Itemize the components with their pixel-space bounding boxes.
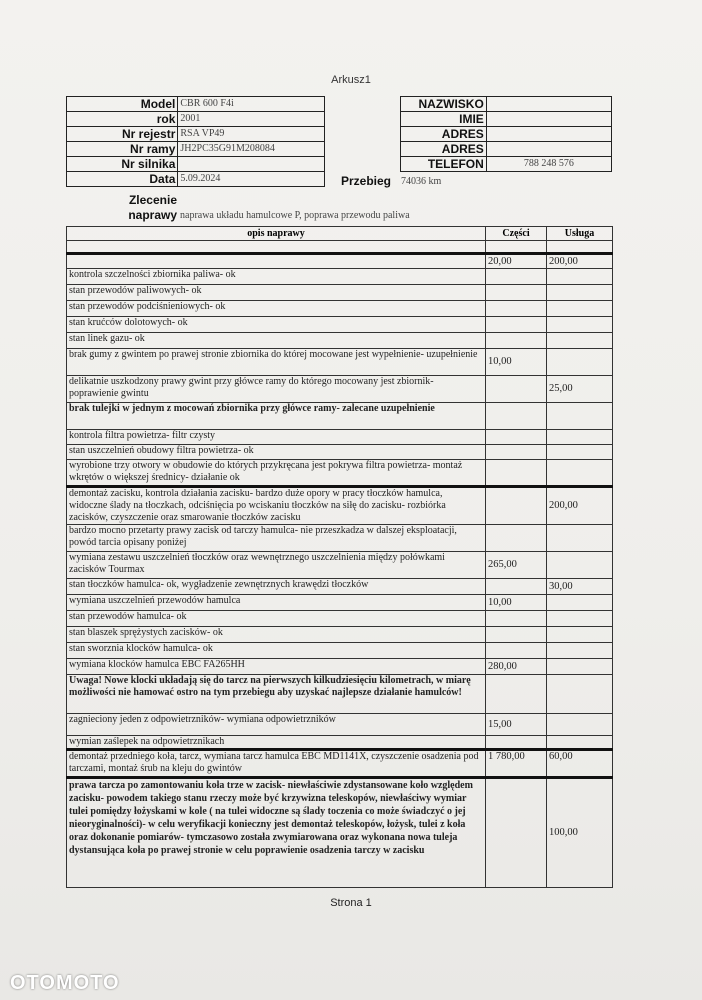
repair-table (66, 226, 613, 888)
row-service (547, 301, 613, 317)
row-service (547, 317, 613, 333)
row-service (547, 552, 613, 579)
sheet-title: Arkusz1 (331, 74, 371, 86)
client-row (401, 157, 612, 172)
row-desc: kontrola szczelności zbiornika paliwa- ok (67, 269, 486, 285)
vehicle-value: RSA VP49 (178, 127, 325, 142)
vehicle-value: CBR 600 F4i (178, 97, 325, 112)
vehicle-row (67, 127, 325, 142)
client-value (486, 127, 611, 142)
row-desc: stan linek gazu- ok (67, 333, 486, 349)
row-service (547, 643, 613, 659)
row-service (547, 675, 613, 714)
table-row (67, 333, 613, 349)
row-parts: 1 780,00 (486, 750, 547, 778)
row-parts (486, 627, 547, 643)
vehicle-label: rok (67, 112, 178, 127)
page-footer: Strona 1 (330, 897, 372, 909)
row-desc: brak tulejki w jednym z mocowań zbiornika przy główce ramy- zalecane uzupełnienie (67, 403, 486, 430)
order-label-line1: Zlecenie (128, 193, 177, 207)
row-service (547, 333, 613, 349)
table-row (67, 778, 613, 888)
mileage-value: 74036 km (401, 176, 442, 187)
table-row (67, 254, 613, 269)
row-service (547, 627, 613, 643)
row-parts (486, 445, 547, 460)
vehicle-row (67, 97, 325, 112)
client-value (486, 112, 611, 127)
spacer-cell (547, 241, 613, 254)
table-header-row (67, 227, 613, 241)
table-row (67, 579, 613, 595)
row-service (547, 349, 613, 376)
row-parts: 265,00 (486, 552, 547, 579)
table-row (67, 430, 613, 445)
row-service: 200,00 (547, 254, 613, 269)
vehicle-label: Model (67, 97, 178, 112)
vehicle-label: Nr silnika (67, 157, 178, 172)
row-service (547, 403, 613, 430)
table-row (67, 611, 613, 627)
row-parts (486, 460, 547, 487)
client-label: TELEFON (401, 157, 487, 172)
row-service (547, 445, 613, 460)
spacer-cell (67, 241, 486, 254)
table-row (67, 525, 613, 552)
row-desc: demontaż zacisku, kontrola działania zacisku- bardzo duże opory w pracy tłoczków hamulca, widoczne ślady na tłoczkach, odciśnięcia po wciskaniu tłoczków na siłę do zacisku- rozbiórka zacisków, czyszczenie oraz smarowanie tłoczków zacisku (67, 487, 486, 525)
vehicle-row (67, 112, 325, 127)
row-parts (486, 487, 547, 525)
watermark-logo: OTOMOTO (10, 972, 120, 994)
row-desc: stan przewodów paliwowych- ok (67, 285, 486, 301)
column-header-parts: Części (486, 227, 547, 241)
row-desc: zagnieciony jeden z odpowietrzników- wymiana odpowietrzników (67, 714, 486, 736)
row-desc: demontaż przedniego koła, tarcz, wymiana tarcz hamulca EBC MD1141X, czyszczenie osadzenia pod tarczami, montaż śrub na kleju do gwintów (67, 750, 486, 778)
table-row (67, 403, 613, 430)
row-parts: 15,00 (486, 714, 547, 736)
client-table (400, 96, 612, 172)
row-service (547, 430, 613, 445)
client-value: 788 248 576 (486, 157, 611, 172)
row-parts: 280,00 (486, 659, 547, 675)
row-desc: wyrobione trzy otwory w obudowie do których przykręcana jest pokrywa filtra powietrza- montaż wkrętów o większej średnicy- działanie ok (67, 460, 486, 487)
row-desc: prawa tarcza po zamontowaniu koła trze w zacisk- niewłaściwie zdystansowane koło względem zacisku- powodem takiego stanu rzeczy może być krzywizna teleskopów, niewłaściwy wymiar tulei pomiędzy łożyskami w kole ( na tulei widoczne są ślady toczenia co może świadczyć o jej nieoryginalności)- w celu weryfikacji konieczny jest demontaż teleskopów, łożysk, tulei z koła oraz dokonanie pomiarów- tymczasowo została zwymiarowana oraz wykonana nowa tuleja dystansująca koła po prawej stronie w celu poprawienie osadzenia tarczy w zacisku (67, 778, 486, 888)
row-desc (67, 254, 486, 269)
row-desc: stan przewodów hamulca- ok (67, 611, 486, 627)
row-desc: wymian zaślepek na odpowietrznikach (67, 736, 486, 750)
vehicle-value: 5.09.2024 (178, 172, 325, 187)
table-row (67, 714, 613, 736)
client-label: ADRES (401, 127, 487, 142)
row-desc: brak gumy z gwintem po prawej stronie zbiornika do której mocowane jest wypełnienie- uzupełnienie (67, 349, 486, 376)
table-row (67, 675, 613, 714)
column-header-service: Usługa (547, 227, 613, 241)
row-desc: stan krućców dolotowych- ok (67, 317, 486, 333)
table-row (67, 595, 613, 611)
row-parts (486, 643, 547, 659)
table-row (67, 659, 613, 675)
row-desc: bardzo mocno przetarty prawy zacisk od tarczy hamulca- nie przeszkadza w dalszej eksploatacji, powód tarcia opisany poniżej (67, 525, 486, 552)
vehicle-row (67, 172, 325, 187)
table-row (67, 643, 613, 659)
client-label: NAZWISKO (401, 97, 487, 112)
table-row (67, 269, 613, 285)
row-parts (486, 301, 547, 317)
row-service: 100,00 (547, 778, 613, 888)
table-row (67, 376, 613, 403)
order-value: naprawa układu hamulcowe P, poprawa przewodu paliwa (180, 210, 410, 221)
row-parts (486, 611, 547, 627)
table-row (67, 487, 613, 525)
client-label: IMIE (401, 112, 487, 127)
row-service (547, 659, 613, 675)
client-row (401, 142, 612, 157)
row-service: 25,00 (547, 376, 613, 403)
table-row (67, 301, 613, 317)
client-value (486, 142, 611, 157)
vehicle-value: 2001 (178, 112, 325, 127)
vehicle-label: Nr rejestr (67, 127, 178, 142)
order-label-line2: naprawy (128, 208, 177, 222)
row-parts (486, 376, 547, 403)
row-desc: stan blaszek sprężystych zacisków- ok (67, 627, 486, 643)
spacer-cell (486, 241, 547, 254)
row-service: 60,00 (547, 750, 613, 778)
table-row (67, 445, 613, 460)
column-header-desc: opis naprawy (67, 227, 486, 241)
vehicle-row (67, 142, 325, 157)
spacer-row (67, 241, 613, 254)
row-service (547, 714, 613, 736)
row-service (547, 525, 613, 552)
row-service: 30,00 (547, 579, 613, 595)
table-row (67, 627, 613, 643)
row-desc: Uwaga! Nowe klocki układają się do tarcz na pierwszych kilkudziesięciu kilometrach, w miarę możliwości nie hamować ostro na tym przebiegu aby uzyskać najlepsze działanie hamulców! (67, 675, 486, 714)
mileage-label: Przebieg (341, 174, 392, 188)
row-parts (486, 430, 547, 445)
row-parts (486, 675, 547, 714)
row-service (547, 269, 613, 285)
row-desc: stan tłoczków hamulca- ok, wygładzenie zewnętrznych krawędzi tłoczków (67, 579, 486, 595)
row-parts (486, 778, 547, 888)
client-row (401, 112, 612, 127)
row-parts (486, 403, 547, 430)
row-service (547, 595, 613, 611)
vehicle-row (67, 157, 325, 172)
client-row (401, 97, 612, 112)
table-row (67, 736, 613, 750)
row-desc: stan przewodów podciśnieniowych- ok (67, 301, 486, 317)
vehicle-label: Data (67, 172, 178, 187)
row-parts (486, 317, 547, 333)
row-service (547, 460, 613, 487)
row-parts (486, 333, 547, 349)
row-parts: 10,00 (486, 349, 547, 376)
row-parts: 10,00 (486, 595, 547, 611)
table-row (67, 552, 613, 579)
row-service (547, 736, 613, 750)
table-row (67, 285, 613, 301)
row-service (547, 285, 613, 301)
table-row (67, 317, 613, 333)
row-parts (486, 736, 547, 750)
row-service (547, 611, 613, 627)
row-desc: wymiana uszczelnień przewodów hamulca (67, 595, 486, 611)
vehicle-value: JH2PC35G91M208084 (178, 142, 325, 157)
table-row (67, 460, 613, 487)
row-desc: delikatnie uszkodzony prawy gwint przy główce ramy do którego mocowany jest zbiornik- poprawienie gwintu (67, 376, 486, 403)
table-row (67, 750, 613, 778)
row-desc: stan sworznia klocków hamulca- ok (67, 643, 486, 659)
row-parts: 20,00 (486, 254, 547, 269)
client-value (486, 97, 611, 112)
vehicle-table (66, 96, 325, 187)
client-row (401, 127, 612, 142)
client-label: ADRES (401, 142, 487, 157)
row-parts (486, 579, 547, 595)
row-desc: wymiana zestawu uszczelnień tłoczków oraz wewnętrznego uszczelnienia między połówkami zacisków Tourmax (67, 552, 486, 579)
row-desc: stan uszczelnień obudowy filtra powietrza- ok (67, 445, 486, 460)
row-service: 200,00 (547, 487, 613, 525)
vehicle-label: Nr ramy (67, 142, 178, 157)
row-parts (486, 269, 547, 285)
row-desc: kontrola filtra powietrza- filtr czysty (67, 430, 486, 445)
table-row (67, 349, 613, 376)
row-desc: wymiana klocków hamulca EBC FA265HH (67, 659, 486, 675)
vehicle-value (178, 157, 325, 172)
row-parts (486, 525, 547, 552)
row-parts (486, 285, 547, 301)
